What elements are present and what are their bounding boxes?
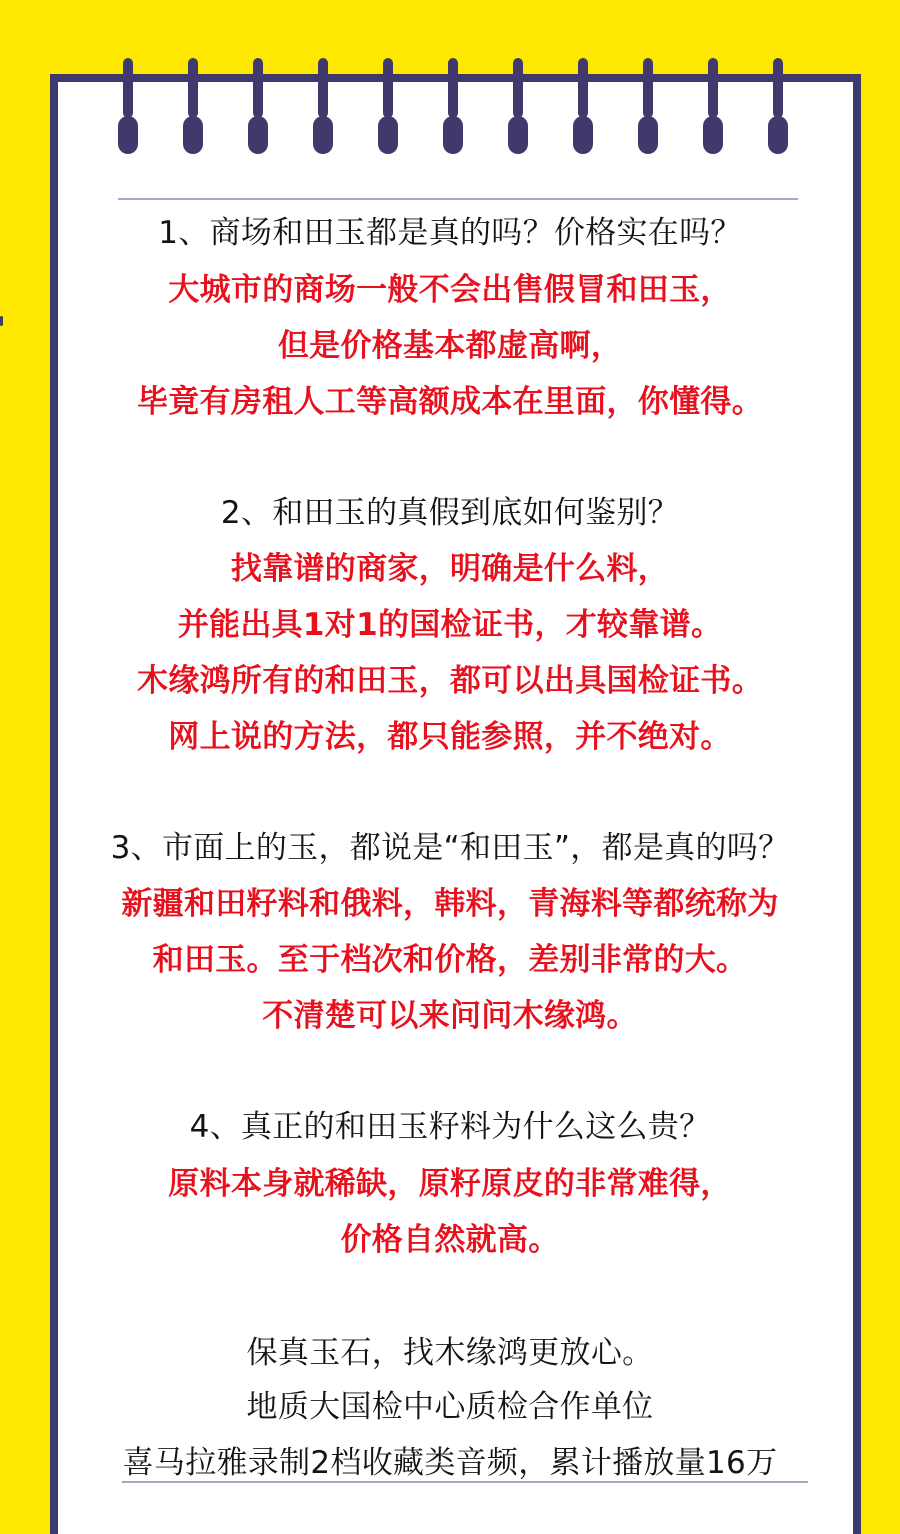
bottom-divider [122, 1481, 808, 1483]
binding-ring [508, 58, 528, 154]
binding-ring [183, 58, 203, 154]
footer-line-2: 地质大国检中心质检合作单位 [246, 1389, 654, 1425]
faq-answer-1-line-1: 大城市的商场一般不会出售假冒和田玉， [168, 272, 732, 308]
faq-answer-3-line-2: 和田玉。至于档次和价格，差别非常的大。 [152, 942, 748, 978]
binding-ring [248, 58, 268, 154]
faq-question-2: 2、和田玉的真假到底如何鉴别？ [220, 495, 680, 531]
faq-answer-3-line-3: 不清楚可以来问问木缘鸿。 [262, 998, 638, 1034]
binding-ring [378, 58, 398, 154]
binding-ring [443, 58, 463, 154]
spiral-binding [0, 0, 900, 170]
faq-answer-4-line-1: 原料本身就稀缺，原籽原皮的非常难得， [168, 1166, 732, 1202]
faq-question-4: 4、真正的和田玉籽料为什么这么贵？ [189, 1109, 711, 1145]
faq-answer-2-line-3: 木缘鸿所有的和田玉，都可以出具国检证书。 [137, 663, 763, 699]
faq-question-3: 3、市面上的玉，都说是“和田玉”，都是真的吗？ [110, 830, 790, 866]
faq-answer-4-line-2: 价格自然就高。 [340, 1222, 560, 1258]
binding-ring [118, 58, 138, 154]
binding-ring [638, 58, 658, 154]
faq-answer-2-line-2: 并能出具1对1的国检证书，才较靠谱。 [177, 607, 723, 643]
footer-line-1: 保真玉石，找木缘鸿更放心。 [246, 1335, 654, 1371]
binding-ring [313, 58, 333, 154]
faq-answer-3-line-1: 新疆和田籽料和俄料，韩料，青海料等都统称为 [121, 886, 779, 922]
binding-ring [573, 58, 593, 154]
faq-question-1: 1、商场和田玉都是真的吗？价格实在吗？ [158, 215, 742, 251]
footer-line-3: 喜马拉雅录制2档收藏类音频，累计播放量16万 [122, 1445, 778, 1481]
binding-ring [703, 58, 723, 154]
faq-answer-2-line-4: 网上说的方法，都只能参照，并不绝对。 [168, 719, 732, 755]
top-divider [118, 198, 798, 200]
edge-mark [0, 316, 3, 326]
faq-answer-1-line-2: 但是价格基本都虚高啊， [277, 328, 623, 364]
faq-answer-2-line-1: 找靠谱的商家，明确是什么料， [230, 551, 670, 587]
faq-answer-1-line-3: 毕竟有房租人工等高额成本在里面，你懂得。 [137, 384, 763, 420]
binding-ring [768, 58, 788, 154]
